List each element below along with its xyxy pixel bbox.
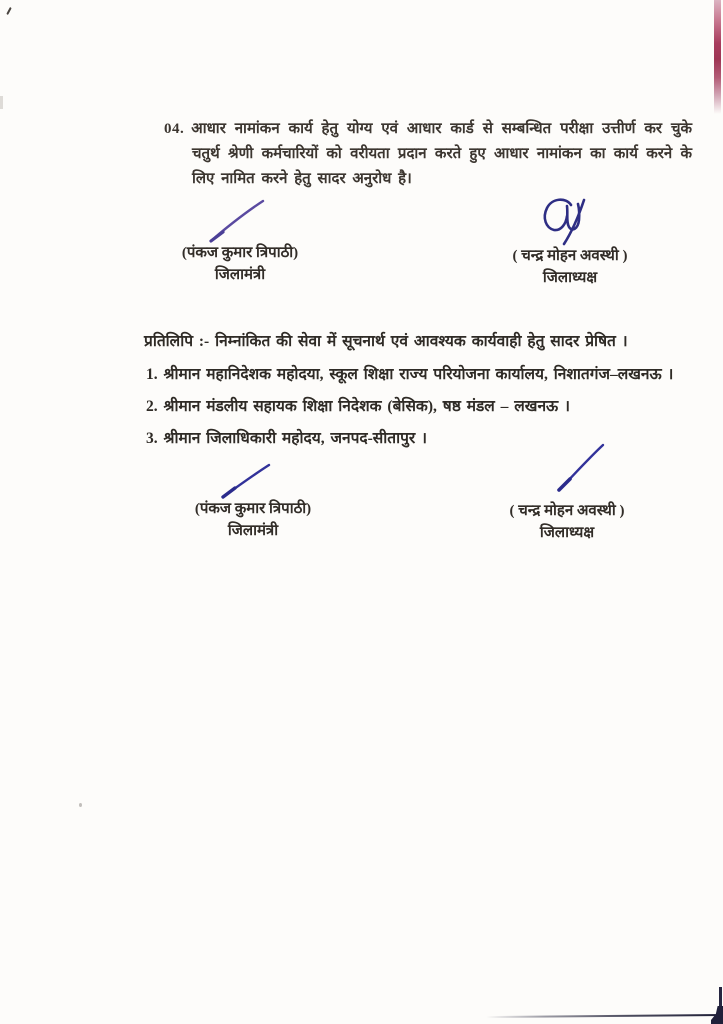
signatory-title: जिलामंत्री: [214, 267, 266, 283]
copy-section-heading: प्रतिलिपि :- निम्नांकित की सेवा में सूचनार्थ एवं आवश्यक कार्यवाही हेतु सादर प्रेषित ।: [144, 333, 628, 350]
signatory-name: ( चन्द्र मोहन अवस्थी ): [509, 503, 625, 519]
paragraph-04: [164, 117, 692, 192]
signatory-name: (पंकज कुमार त्रिपाठी): [181, 245, 299, 261]
signatory-title: जिलामंत्री: [227, 523, 279, 539]
copy-item-2: 2. श्रीमान मंडलीय सहायक शिक्षा निदेशक (बेसिक), षष्ठ मंडल – लखनऊ ।: [146, 398, 570, 415]
copy-item-3: 3. श्रीमान जिलाधिकारी महोदय, जनपद-सीतापुर ।: [146, 430, 428, 447]
pen-mark: [6, 7, 12, 15]
copy-item-1: 1. श्रीमान महानिदेशक महोदया, स्कूल शिक्षा राज्य परियोजना कार्यालय, निशातगंज–लखनऊ ।: [146, 366, 674, 383]
edge-smudge: [0, 96, 3, 109]
signatory-bottom-left: [178, 499, 328, 543]
scanner-edge-strip: [714, 0, 721, 114]
signatory-top-right: [495, 246, 645, 290]
signatory-title: जिलाध्यक्ष: [539, 525, 595, 541]
paragraph-text: आधार नामांकन कार्य हेतु योग्य एवं आधार कार्ड से सम्बन्धित परीक्षा उत्तीर्ण कर चुके चतुर्थ श्रेणी कर्मचारियों को वरीयता प्रदान करते हुए आधार नामांकन का कार्य करने के लिए नामित करने हेतु सादर अनुरोध है।: [191, 121, 692, 187]
signature-stroke-top-left: [205, 199, 269, 244]
page-edge-shadow-line: [486, 1014, 723, 1018]
signatory-title: जिलाध्यक्ष: [542, 270, 598, 286]
signatory-bottom-right: [492, 501, 642, 545]
signature-flourish-top-right: [537, 194, 591, 248]
paragraph-number: 04.: [164, 121, 185, 137]
signature-stroke-bottom-right: [555, 442, 607, 494]
dust-speck: [79, 803, 82, 807]
signatory-name: ( चन्द्र मोहन अवस्थी ): [512, 248, 628, 264]
signature-stroke-bottom-left: [219, 462, 273, 500]
signatory-top-left: [165, 243, 315, 287]
signatory-name: (पंकज कुमार त्रिपाठी): [194, 501, 312, 517]
